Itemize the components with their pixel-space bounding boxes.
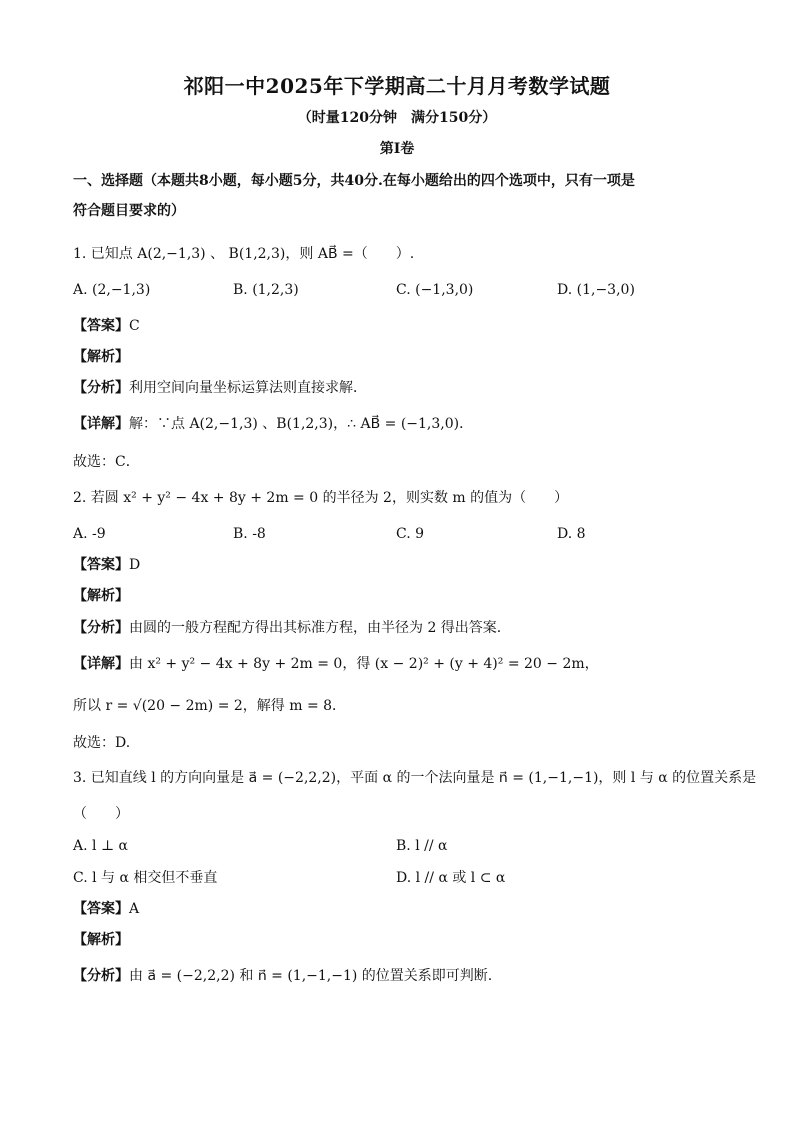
q3-answer — [73, 899, 139, 919]
q3-option-c: C. l 与 α 相交但不垂直 — [73, 870, 218, 886]
q3-option-a: A. l ⊥ α — [73, 838, 129, 854]
section-heading-line1: 一、选择题（本题共8小题，每小题5分，共40分.在每小题给出的四个选项中，只有一项是 — [73, 173, 635, 189]
q2-fenxi — [73, 618, 501, 638]
xiangjie-text: 解：∵点 A(2,−1,3) 、B(1,2,3)，∴ AB⃗ = (−1,3,0)． — [129, 416, 474, 432]
fenxi-text: 由圆的一般方程配方得出其标准方程，由半径为 2 得出答案. — [129, 620, 502, 636]
q3-stem-line1: 3. 已知直线 l 的方向向量是 a⃗ = (−2,2,2)，平面 α 的一个法向量是 n⃗ = (1,−1,−1)，则 l 与 α 的位置关系是 — [73, 770, 757, 786]
q2-analysis-tag: 【解析】 — [73, 588, 129, 604]
q1-option-b: B. (1,2,3) — [233, 282, 299, 298]
q2-stem: 2. 若圆 x² + y² − 4x + 8y + 2m = 0 的半径为 2，则实数 m 的值为（ ） — [73, 490, 569, 506]
fenxi-text: 利用空间向量坐标运算法则直接求解． — [129, 380, 367, 396]
q2-option-d: D. 8 — [557, 526, 586, 542]
page-title: 祁阳一中2025年下学期高二十月月考数学试题 — [183, 74, 611, 98]
q3-option-d: D. l // α 或 l ⊂ α — [396, 870, 506, 886]
q2-option-a: A. -9 — [73, 526, 106, 542]
q2-option-c: C. 9 — [396, 526, 425, 542]
q2-answer — [73, 555, 140, 575]
fenxi-tag: 【分析】 — [73, 380, 129, 396]
xiangjie-text: 由 x² + y² − 4x + 8y + 2m = 0，得 (x − 2)² + (y + 4)² = 20 − 2m， — [129, 656, 599, 672]
q1-answer — [73, 316, 140, 336]
xiangjie-tag: 【详解】 — [73, 656, 129, 672]
fenxi-tag: 【分析】 — [73, 968, 129, 984]
fenxi-text: 由 a⃗ = (−2,2,2) 和 n⃗ = (1,−1,−1) 的位置关系即可判断. — [129, 968, 493, 984]
q2-conclusion: 故选：D. — [73, 735, 131, 751]
q3-fenxi — [73, 966, 492, 986]
answer-tag: 【答案】 — [73, 901, 129, 917]
volume-heading: 第Ⅰ卷 — [379, 141, 415, 157]
q1-option-a: A. (2,−1,3) — [73, 282, 151, 298]
q1-stem: 1. 已知点 A(2,−1,3) 、 B(1,2,3)，则 AB⃗ =（ ）. — [73, 246, 415, 262]
q1-analysis-tag: 【解析】 — [73, 349, 129, 365]
q3-stem-line2: （ ） — [73, 806, 129, 822]
answer-value: D — [129, 557, 141, 573]
q2-xiangjie-line2: 所以 r = √(20 − 2m) = 2，解得 m = 8． — [73, 698, 347, 714]
q1-option-c: C. (−1,3,0) — [396, 282, 474, 298]
q3-option-b: B. l // α — [396, 838, 448, 854]
section-heading-line2: 符合题目要求的） — [73, 203, 185, 219]
answer-value: C — [129, 318, 140, 334]
answer-value: A — [129, 901, 140, 917]
answer-tag: 【答案】 — [73, 557, 129, 573]
q2-option-b: B. -8 — [233, 526, 266, 542]
q1-xiangjie — [73, 414, 473, 434]
fenxi-tag: 【分析】 — [73, 620, 129, 636]
xiangjie-tag: 【详解】 — [73, 416, 129, 432]
q3-analysis-tag: 【解析】 — [73, 932, 129, 948]
q1-conclusion: 故选：C． — [73, 454, 140, 470]
answer-tag: 【答案】 — [73, 318, 129, 334]
q2-xiangjie — [73, 654, 599, 674]
q1-fenxi — [73, 378, 367, 398]
exam-duration-note: （时量120分钟 满分150分） — [297, 110, 497, 126]
q1-option-d: D. (1,−3,0) — [557, 282, 635, 298]
